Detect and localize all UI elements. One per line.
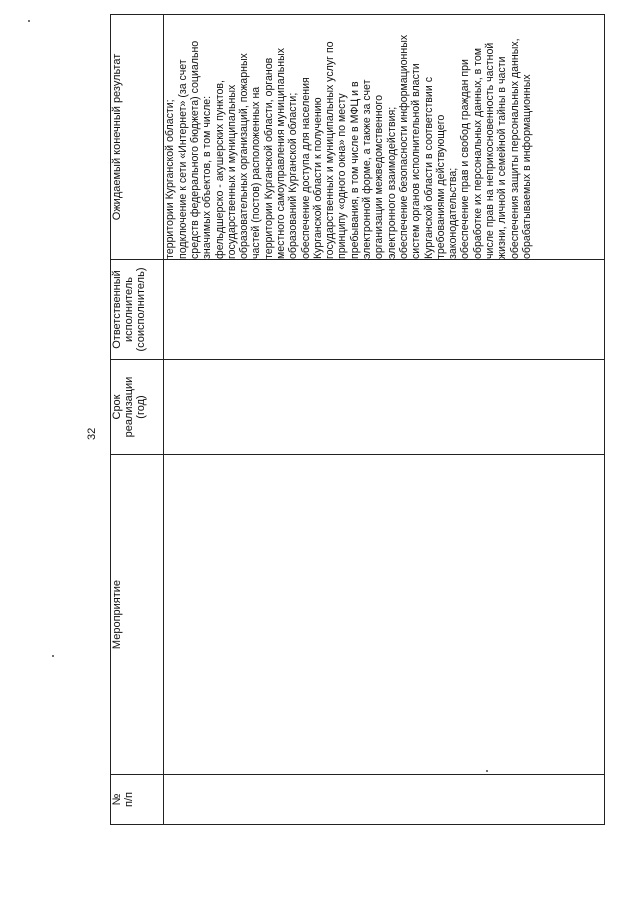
header-term — [111, 360, 164, 455]
header-event — [111, 455, 164, 775]
result-line: значимых объектов, в том числе: — [201, 95, 214, 259]
header-term-line: реализации — [123, 376, 135, 438]
header-num — [111, 775, 164, 825]
result-line: средств федерального бюджета) социально — [188, 40, 201, 259]
header-executor-line: Ответственный — [111, 270, 123, 349]
result-line: организации межведомственного — [373, 94, 386, 259]
result-line: обеспечение безопасности информационных — [397, 34, 410, 259]
result-line: частей (постов) расположенных на — [250, 86, 263, 259]
result-line: электронной форме, а также за счет — [361, 79, 374, 259]
result-line: числе прав на неприкосновенность частной — [484, 42, 497, 259]
cell-result — [164, 15, 605, 260]
result-line: пребывания, в том числе в МФЦ и в — [348, 81, 361, 259]
header-num-line: № — [111, 793, 123, 806]
result-line: обеспечение доступа для населения — [299, 77, 312, 259]
result-line: принципу «одного окна» по месту — [336, 93, 349, 259]
result-line: электронного взаимодействия; — [385, 106, 398, 259]
rotated-table-container — [110, 15, 605, 825]
result-line: жизни, личной и семейной тайны в части — [496, 56, 509, 259]
plan-table — [110, 14, 605, 825]
result-line: образовательных организаций, пожарных — [238, 53, 251, 259]
page-number: 32 — [86, 427, 98, 440]
result-line: систем органов исполнительной власти — [410, 63, 423, 259]
table-row — [164, 15, 605, 825]
result-line: законодательства; — [447, 167, 460, 259]
result-line: подключение к сети «Интернет» (за счет — [176, 59, 189, 259]
header-term-line: Срок — [111, 394, 123, 420]
result-line: обработке их персональных данных, в том — [471, 47, 484, 259]
result-line: территории Курганской области; — [164, 99, 177, 259]
result-line: требованиями действующего — [434, 114, 447, 259]
cell-executor — [164, 260, 605, 360]
header-num-line: п/п — [123, 792, 135, 807]
result-line: местного самоуправления муниципальных — [274, 47, 287, 259]
result-line: обеспечения защиты персональных данных, — [508, 38, 521, 259]
header-executor — [111, 260, 164, 360]
cell-term — [164, 360, 605, 455]
cell-event — [164, 455, 605, 775]
result-line: Курганской области в соответствии с — [422, 76, 435, 259]
result-line: Курганской области к получению — [311, 97, 324, 259]
result-line: образований Курганской области; — [287, 92, 300, 259]
result-line: обрабатываемых в информационных — [520, 74, 533, 259]
header-result — [111, 15, 164, 260]
result-line: фельдшерско - акушерских пунктов, — [213, 80, 226, 259]
header-executor-line: (соисполнитель) — [135, 267, 147, 352]
result-line: территории Курганской области, органов — [262, 57, 275, 259]
cell-num — [164, 775, 605, 825]
result-line: обеспечение прав и свобод граждан при — [459, 59, 472, 259]
header-event-line: Мероприятие — [111, 579, 123, 650]
header-result-line: Ожидаемый конечный результат — [111, 53, 123, 221]
header-term-line: (год) — [135, 395, 147, 419]
result-line: государственных и муниципальных услуг по — [324, 41, 337, 259]
result-line: государственных и муниципальных — [225, 84, 238, 259]
header-executor-line: исполнитель — [123, 277, 135, 342]
table-header-row — [111, 15, 164, 825]
